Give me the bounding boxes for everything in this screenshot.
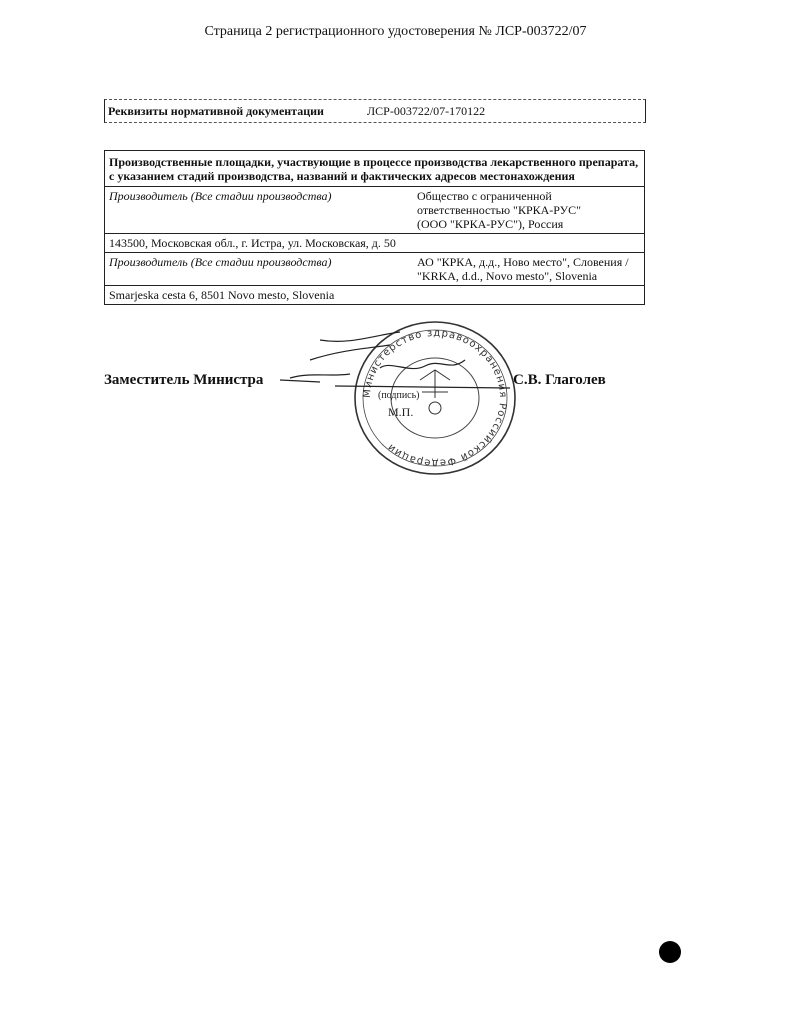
seal-text: Министерство здравоохранения Российской Федерации xyxy=(361,327,509,469)
table-row xyxy=(105,234,645,253)
signature-caption: (подпись) xyxy=(378,390,420,401)
black-dot-mark xyxy=(659,941,681,963)
manufacturer-name xyxy=(413,187,645,234)
signer-name: С.В. Глаголев xyxy=(513,372,606,388)
manufacturer-name-line: ответственностью "КРКА-РУС" xyxy=(417,203,582,217)
manufacturer-name-line: Общество с ограниченной xyxy=(417,189,552,203)
table-row xyxy=(105,286,645,305)
manufacturer-role: Производитель (Все стадии производства) xyxy=(105,253,414,286)
table-title-row xyxy=(105,151,645,187)
manufacturer-name xyxy=(413,253,645,286)
mp-label: М.П. xyxy=(388,405,414,419)
table-row xyxy=(105,187,645,234)
manufacturer-address: Smarjeska cesta 6, 8501 Novo mesto, Slovenia xyxy=(105,286,645,305)
requisites-label: Реквизиты нормативной документации xyxy=(108,104,324,118)
handwritten-signature xyxy=(280,330,510,410)
table-row xyxy=(105,253,645,286)
page-header: Страница 2 регистрационного удостоверения № ЛСР-003722/07 xyxy=(204,24,587,39)
manufacturer-name-line: "KRKA, d.d., Novo mesto", Slovenia xyxy=(417,269,598,283)
production-sites-table xyxy=(104,150,645,305)
manufacturer-name-line: (ООО "КРКА-РУС"), Россия xyxy=(417,217,564,231)
requisites-value: ЛСР-003722/07-170122 xyxy=(367,104,486,118)
table-title: Производственные площадки, участвующие в процессе производства лекарственного препарата, с указанием стадий производства, названий и фактических адресов местонахождения xyxy=(105,151,645,187)
requisites-box xyxy=(104,99,646,123)
manufacturer-role: Производитель (Все стадии производства) xyxy=(105,187,414,234)
signature-position: Заместитель Министра xyxy=(104,372,264,388)
manufacturer-address: 143500, Московская обл., г. Истра, ул. Московская, д. 50 xyxy=(105,234,645,253)
manufacturer-name-line: АО "КРКА, д.д., Ново место", Словения / xyxy=(417,255,629,269)
